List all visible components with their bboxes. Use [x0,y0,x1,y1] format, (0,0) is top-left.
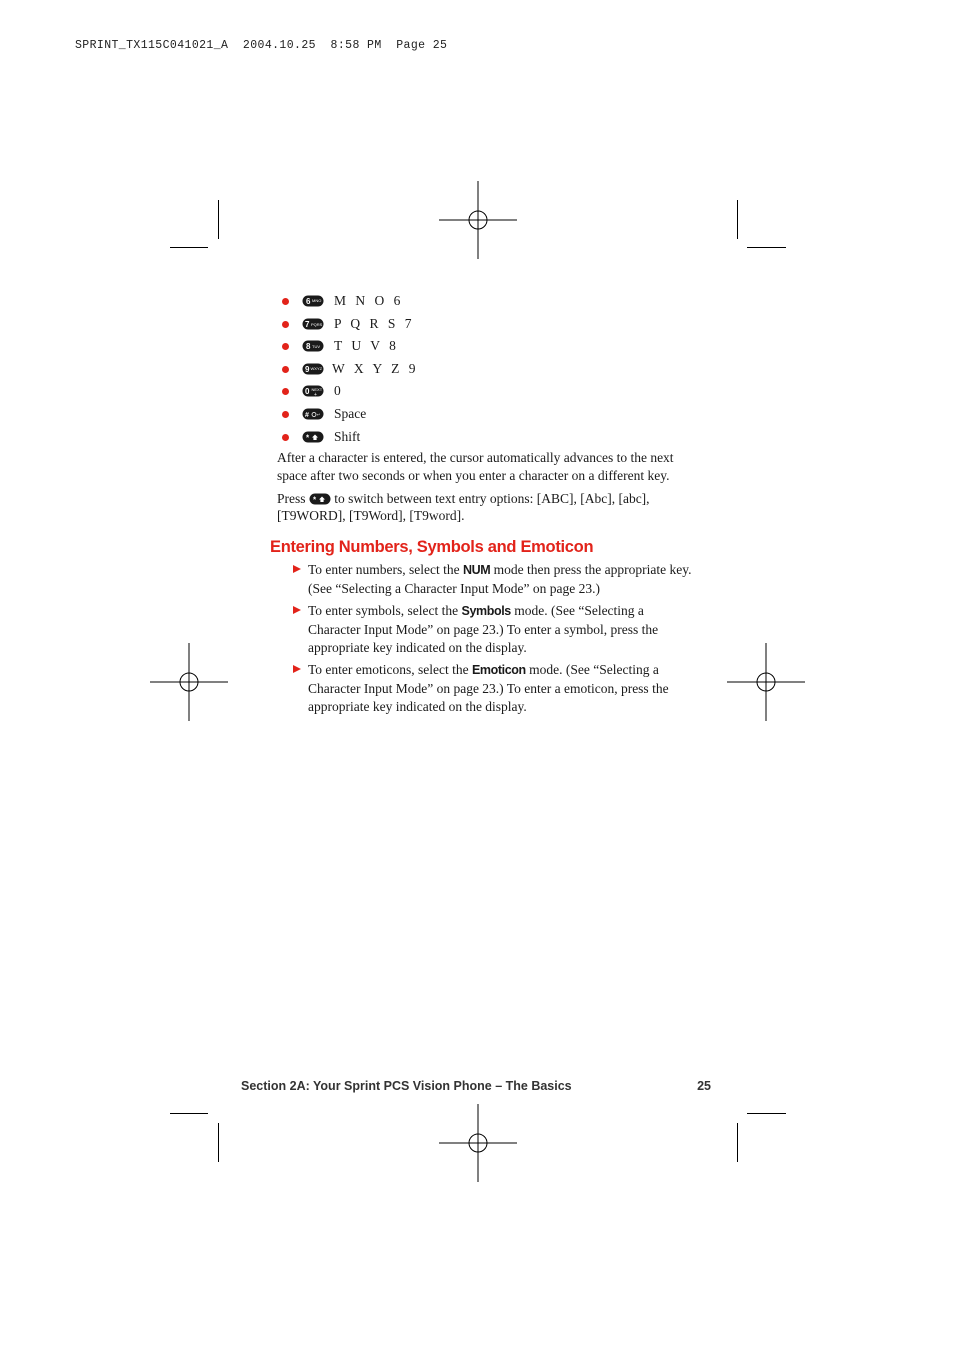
arrow-right-icon [293,665,301,673]
svg-text:NEXT: NEXT [311,387,323,393]
list-item [277,661,692,715]
step-text: mode. (See “Selecting a Character Input Mode” on page 23.) To enter a emoticon, press the appropriate key indicated on the display. [308,662,669,714]
step-text: mode then press the appropriate key. (See “Selecting a Character Input Mode” on page 23.) [308,561,692,596]
key-label: T U V 8 [334,338,399,354]
crop-mark [747,247,786,248]
svg-text:MNO: MNO [312,298,322,303]
bullet-icon [282,366,289,373]
svg-text:*: * [306,433,310,443]
key-list [277,290,692,448]
key-8-tuv-icon [302,340,324,352]
crop-mark [170,247,208,248]
key-star-shift-icon [309,493,331,505]
registration-mark-icon [439,1104,517,1182]
bullet-icon [282,298,289,305]
svg-text:6: 6 [306,297,311,306]
step-text: mode. (See “Selecting a Character Input Mode” on page 23.) To enter a symbol, press the appropriate key indicated on the display. [308,603,659,655]
key-pound-space-icon [302,408,324,420]
arrow-right-icon [293,565,301,573]
svg-text:9: 9 [305,364,310,374]
paragraph-text: Press [277,490,306,506]
svg-text:8: 8 [306,342,311,352]
key-7-pqrs-icon [302,318,324,330]
page-number: 25 [697,1079,711,1093]
step-text: To enter emoticons, select the [308,662,469,678]
list-item [277,358,692,381]
step-list [277,561,692,716]
crop-mark [218,200,219,239]
list-item [277,602,692,656]
key-label: Shift [334,428,361,444]
mode-name: Symbols [461,604,511,619]
section-heading: Entering Numbers, Symbols and Emoticon [270,537,594,556]
arrow-right-icon [293,606,301,614]
mode-name: NUM [463,562,491,577]
bullet-icon [282,434,289,441]
crop-mark [218,1123,219,1162]
list-item [277,561,692,597]
crop-mark [737,200,738,239]
list-item [277,403,692,426]
key-label: P Q R S 7 [334,315,415,331]
registration-mark-icon [439,181,517,259]
svg-text:0: 0 [305,387,310,397]
key-6-mno-icon [302,295,324,307]
mode-name: Emoticon [472,663,526,678]
svg-text:↵: ↵ [317,411,321,417]
bullet-icon [282,411,289,418]
footer-section-title: Section 2A: Your Sprint PCS Vision Phone – The Basics [241,1079,572,1093]
key-label: 0 [334,383,341,399]
list-item [277,290,692,313]
bullet-icon [282,321,289,328]
step-text: To enter symbols, select the [308,603,459,619]
registration-mark-icon [150,643,228,721]
svg-text:+: + [314,392,317,398]
crop-mark [737,1123,738,1162]
svg-text:PQRS: PQRS [311,321,323,327]
svg-text:*: * [312,495,317,505]
key-9-wxyz-icon [302,363,324,375]
print-slug: SPRINT_TX115C041021_A 2004.10.25 8:58 PM Page 25 [75,39,448,52]
paragraph-text: to switch between text entry options: [ABC], [Abc], [abc], [T9WORD], [T9Word], [T9word]. [277,490,650,524]
list-item [277,335,692,358]
svg-text:7: 7 [305,319,310,329]
svg-text:#: # [305,411,309,419]
step-text: To enter numbers, select the [308,561,460,577]
registration-mark-icon [727,643,805,721]
list-item [277,426,692,449]
bullet-icon [282,388,289,395]
list-item [277,380,692,403]
paragraph: After a character is entered, the cursor automatically advances to the next space after two seconds or when you enter a character on a different key. [277,450,674,483]
svg-text:WXYZ: WXYZ [310,365,323,371]
list-item [277,313,692,336]
paragraph [277,490,692,525]
key-label: W X Y Z 9 [332,360,419,376]
key-label: Space [334,405,367,421]
crop-mark [170,1113,208,1114]
svg-text:TUV: TUV [312,344,320,350]
key-star-shift-icon [302,431,324,443]
crop-mark [747,1113,786,1114]
key-label: M N O 6 [334,293,404,308]
page-footer [241,1079,711,1093]
bullet-icon [282,343,289,350]
page-content [270,290,692,721]
key-0-next-icon [302,385,324,397]
